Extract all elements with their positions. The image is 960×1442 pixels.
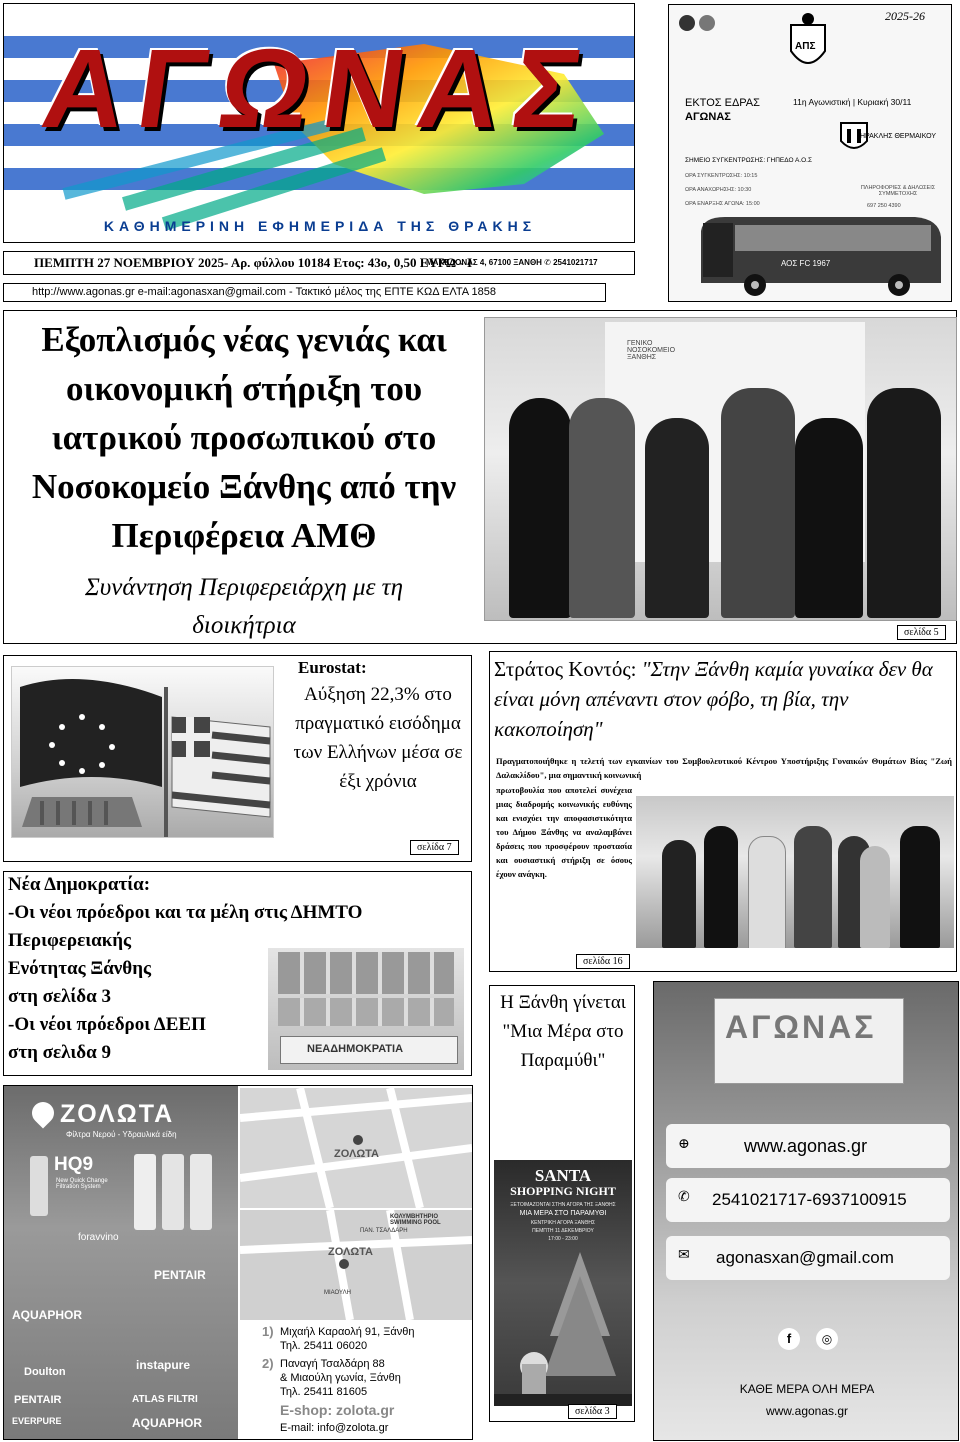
agonas-slogan: ΚΑΘΕ ΜΕΡΑ ΟΛΗ ΜΕΡΑ [739, 1382, 875, 1396]
person-1 [509, 398, 571, 618]
poster-sub-1: ΞΕΤΟΙΜΑΖΟΝΤΑΙ ΣΤΗΝ ΑΓΟΡΑ ΤΗΣ ΞΑΝΘΗΣ [510, 1202, 616, 1208]
brand-5: instapure [136, 1358, 191, 1372]
facebook-icon[interactable]: f [778, 1328, 800, 1350]
opponent: ΗΡΑΚΛΗΣ ΘΕΡΜΑΙΚΟΥ [859, 133, 937, 140]
kontos-quote: "Στην Ξάνθη καμία γυναίκα δεν θα είναι μόνη απέναντι στον φόβο, τη βία, την κακοποίηση" [494, 657, 933, 741]
nd-sign-text: ΝΕΑΔΗΜΟΚΡΑΤΙΑ [307, 1043, 404, 1055]
poster-title-2: SHOPPING NIGHT [510, 1184, 616, 1198]
brand-3: AQUAPHOR [12, 1308, 83, 1322]
photo-caption: ΓΕΝΙΚΟ ΝΟΣΟΚΟΜΕΙΟ ΞΑΝΘΗΣ [627, 340, 676, 361]
addr2b: & Μιαούλη γωνία, Ξάνθη [280, 1372, 401, 1384]
map2-label-pool: ΚΟΛΥΜΒΗΤΗΡΙΟ SWIMMING POOL [390, 1214, 441, 1226]
nd-line-1: -Οι νέοι πρόεδροι και τα μέλη στις ΔΗΜΤΟ [8, 902, 363, 923]
photo-person-b [704, 826, 738, 948]
bus-text: ΑΟΣ FC 1967 [781, 259, 831, 268]
eurostat-story [3, 655, 472, 862]
poster-sub-4: ΠΕΜΠΤΗ 11 ΔΕΚΕΜΒΡΙΟΥ [532, 1228, 594, 1234]
kontos-story [489, 651, 957, 972]
xanthi-headline: Η Ξάνθη γίνεται "Μια Μέρα στο Παραμύθι" [500, 992, 626, 1071]
phone1: Τηλ. 25411 06020 [280, 1340, 368, 1352]
map2-label-street: ΠΑΝ. ΤΣΑΛΔΑΡΗ [360, 1228, 408, 1234]
xanthi-story [489, 985, 635, 1422]
issue-address: ΜΑΚΕΔΟΝΑΣ 4, 67100 ΞΑΝΘΗ ✆ 2541021717 [426, 258, 598, 267]
season-label: 2025-26 [885, 9, 925, 23]
addr2-num: 2) [262, 1356, 274, 1371]
person-2 [569, 398, 635, 618]
person-6 [867, 388, 941, 618]
xanthi-page-ref: σελίδα 3 [568, 1404, 617, 1419]
lead-story [3, 310, 957, 644]
agonas-logo-box [714, 998, 904, 1084]
filter-cartridge-3 [162, 1154, 184, 1230]
zolota-map-2 [240, 1210, 472, 1320]
zolota-brand: ΖΟΛΩΤΑ [60, 1100, 175, 1128]
photo-person-c [748, 836, 786, 948]
map2-label-miaouli: ΜΙΑΟΥΛΗ [324, 1290, 351, 1296]
brand-9: AQUAPHOR [132, 1416, 203, 1430]
christmas-tree-image [494, 1246, 632, 1406]
photo-person-f [860, 846, 890, 948]
nd-line-4: στη σελίδα 3 [8, 986, 112, 1007]
contact-text: http://www.agonas.gr e-mail:agonasxan@gmail.com - Τακτικό μέλος της ΕΠΤΕ ΚΩΔ ΕΛΤΑ 1858 [32, 286, 497, 298]
home-team: ΑΓΩΝΑΣ [685, 111, 731, 123]
addr1-num: 1) [262, 1324, 274, 1339]
addr1: Μιχαήλ Καραολή 91, Ξάνθη [280, 1326, 415, 1338]
zolota-address-box [240, 1322, 472, 1439]
brand-7: ATLAS FILTRI [132, 1394, 198, 1405]
zolota-map-1 [240, 1088, 472, 1208]
league-logo-icon [679, 15, 695, 31]
masthead-subtitle: ΚΑΘΗΜΕΡΙΝΗ ΕΦΗΜΕΡΙΔΑ ΤΗΣ ΘΡΑΚΗΣ [103, 218, 537, 234]
masthead [3, 3, 635, 243]
nd-title: Νέα Δημοκρατία: [8, 874, 151, 895]
phone-text: 2541021717-6937100915 [712, 1190, 907, 1209]
agonas-logo-text: ΑΓΩΝΑΣ [725, 1009, 877, 1045]
info-label: ΠΛΗΡΟΦΟΡΙΕΣ & ΔΗΛΩΣΕΙΣ ΣΥΜΜΕΤΟΧΗΣ [860, 185, 936, 197]
brand-2: PENTAIR [154, 1268, 206, 1282]
nd-photo [268, 948, 464, 1070]
issue-line [3, 251, 635, 275]
team-abbr: ΑΠΣ [795, 41, 816, 52]
masthead-title: ΑΓΩΝΑΣ [35, 26, 604, 151]
kontos-name: Στράτος Κοντός: [494, 657, 637, 681]
lead-photo [484, 317, 957, 621]
label-away: ΕΚΤΟΣ ΕΔΡΑΣ [685, 97, 760, 109]
email-pill[interactable] [666, 1236, 950, 1280]
nd-building-1 [278, 952, 454, 994]
website-pill[interactable] [666, 1124, 950, 1168]
lead-page-ref: σελίδα 5 [897, 625, 946, 640]
photo-person-a [662, 840, 696, 948]
map2-label-zolota: ΖΟΛΩΤΑ [328, 1246, 373, 1258]
bus-image [695, 211, 945, 299]
flags-image [12, 667, 274, 838]
nd-line-6: στη σελιδα 9 [8, 1042, 112, 1063]
lead-headline: Εξοπλισμός νέας γενιάς και οικονομική στήριξη του ιατρικού προσωπικού στο Νοσοκομείο Ξάνθης από την Περιφέρεια ΑΜΘ [31, 320, 457, 555]
zolota-tagline: Φίλτρα Νερού - Υδραυλικά είδη [66, 1130, 177, 1139]
time-kickoff: ΩΡΑ ΕΝΑΡΞΗΣ ΑΓΩΝΑ: 15:00 [685, 201, 760, 207]
photo-person-d [794, 826, 832, 948]
product-name: HQ9 [54, 1154, 94, 1175]
league-logo-icon-2 [699, 15, 715, 31]
instagram-icon[interactable]: ◎ [816, 1328, 838, 1350]
filter-cartridge-2 [134, 1154, 156, 1230]
zolota-left-panel [4, 1086, 238, 1439]
matchday: 11η Αγωνιστική | Κυριακή 30/11 [793, 97, 912, 107]
kontos-body-top: Πραγματοποιήθηκε η τελετή των εγκαινίων του Συμβουλευτικού Κέντρου Υποστήριξης Γυναικών Θυμάτων Βίας "Ζωή Δαλακλίδου", μια σημαντική κοινωνική [496, 756, 952, 780]
nd-line-2: Περιφερειακής [8, 930, 132, 951]
email-text: agonasxan@gmail.com [716, 1248, 894, 1267]
nd-line-3: Ενότητας Ξάνθης [8, 958, 152, 979]
kontos-page-ref: σελίδα 16 [576, 954, 630, 969]
nd-sign [280, 1036, 458, 1064]
eurostat-headline: Αύξηση 22,3% στο πραγματικό εισόδημα των Ελλήνων μέσα σε έξι χρόνια [293, 684, 463, 792]
street-map-2 [240, 1210, 472, 1320]
brand-6: PENTAIR [14, 1394, 62, 1406]
agonas-ad [653, 981, 959, 1441]
person-4 [721, 388, 795, 618]
kontos-body-side: πρωτοβουλία που αποτελεί συνέχεια μιας διαδρομής κοινωνικής ευθύνης και ενισχύει την αποφασιστικότητα του Δήμου Ξάνθης να αναλαμβάνει δράσεις που προσφέρουν προστασία και ουσιαστική στήριξη σε όσους έχουν ανάγκη. [496, 785, 632, 879]
eshop: E-shop: zolota.gr [280, 1402, 395, 1418]
poster-sub-3: ΚΕΝΤΡΙΚΗ ΑΓΟΡΑ ΞΑΝΘΗΣ [530, 1220, 596, 1226]
brand-8: EVERPURE [12, 1416, 62, 1426]
poster-title-1: SANTA [534, 1166, 592, 1185]
nd-line-5: -Οι νέοι πρόεδροι ΔΕΕΠ [8, 1014, 206, 1035]
kontos-headline [494, 654, 954, 744]
filter-cartridge-4 [190, 1154, 212, 1230]
filter-cartridge-1 [30, 1156, 48, 1216]
person-3 [645, 418, 709, 618]
meeting-point: ΣΗΜΕΙΟ ΣΥΓΚΕΝΤΡΩΣΗΣ: ΓΗΠΕΔΟ Α.Ο.Σ [685, 157, 812, 164]
contact-line [3, 283, 606, 302]
product-sub: New Quick Change Filtration System [56, 1178, 108, 1190]
photo-person-g [900, 826, 940, 948]
nd-building-2 [278, 998, 454, 1026]
map1-label: ΖΟΛΩΤΑ [334, 1148, 379, 1160]
phone2: Τηλ. 25411 81605 [280, 1386, 368, 1398]
phone-icon: ✆ [678, 1190, 690, 1205]
agonas-site-footer: www.agonas.gr [765, 1404, 849, 1418]
info-phone: 697 250 4390 [867, 203, 901, 209]
nd-story [3, 871, 472, 1076]
santa-poster [494, 1160, 632, 1406]
brand-1: foravvino [78, 1232, 119, 1243]
addr2: Παναγή Τσαλδάρη 88 [280, 1358, 385, 1370]
person-5 [795, 418, 863, 618]
lead-subhead: Συνάντηση Περιφερειάρχη με τη διοικήτρια [84, 574, 404, 639]
time-gather: ΩΡΑ ΣΥΓΚΕΝΤΡΩΣΗΣ: 10:15 [685, 173, 758, 179]
sports-ad [668, 4, 952, 302]
poster-sub-5: 17:00 - 23:00 [548, 1236, 578, 1242]
time-depart: ΩΡΑ ΑΝΑΧΩΡΗΣΗΣ: 10:30 [685, 187, 752, 193]
website-text: www.agonas.gr [744, 1136, 868, 1156]
eurostat-page-ref: σελίδα 7 [410, 840, 459, 855]
globe-icon: ⊕ [678, 1137, 690, 1152]
eurostat-photo [11, 666, 274, 838]
phone-pill[interactable] [666, 1178, 950, 1222]
water-drop-icon [27, 1097, 58, 1128]
kontos-photo [636, 796, 954, 948]
zolota-ad [3, 1085, 473, 1440]
mail-icon: ✉ [678, 1248, 690, 1263]
brand-4: Doulton [24, 1366, 66, 1378]
zolota-email: E-mail: info@zolota.gr [280, 1422, 389, 1434]
issue-info: ΠΕΜΠΤΗ 27 ΝΟΕΜΒΡΙΟΥ 2025- Αρ. φύλλου 10184 Ετος: 43ο, 0,50 ΕΥΡΩ - Ι [34, 255, 473, 270]
eurostat-kicker: Eurostat: [298, 658, 367, 677]
poster-sub-2: ΜΙΑ ΜΕΡΑ ΣΤΟ ΠΑΡΑΜΥΘΙ [519, 1210, 607, 1217]
